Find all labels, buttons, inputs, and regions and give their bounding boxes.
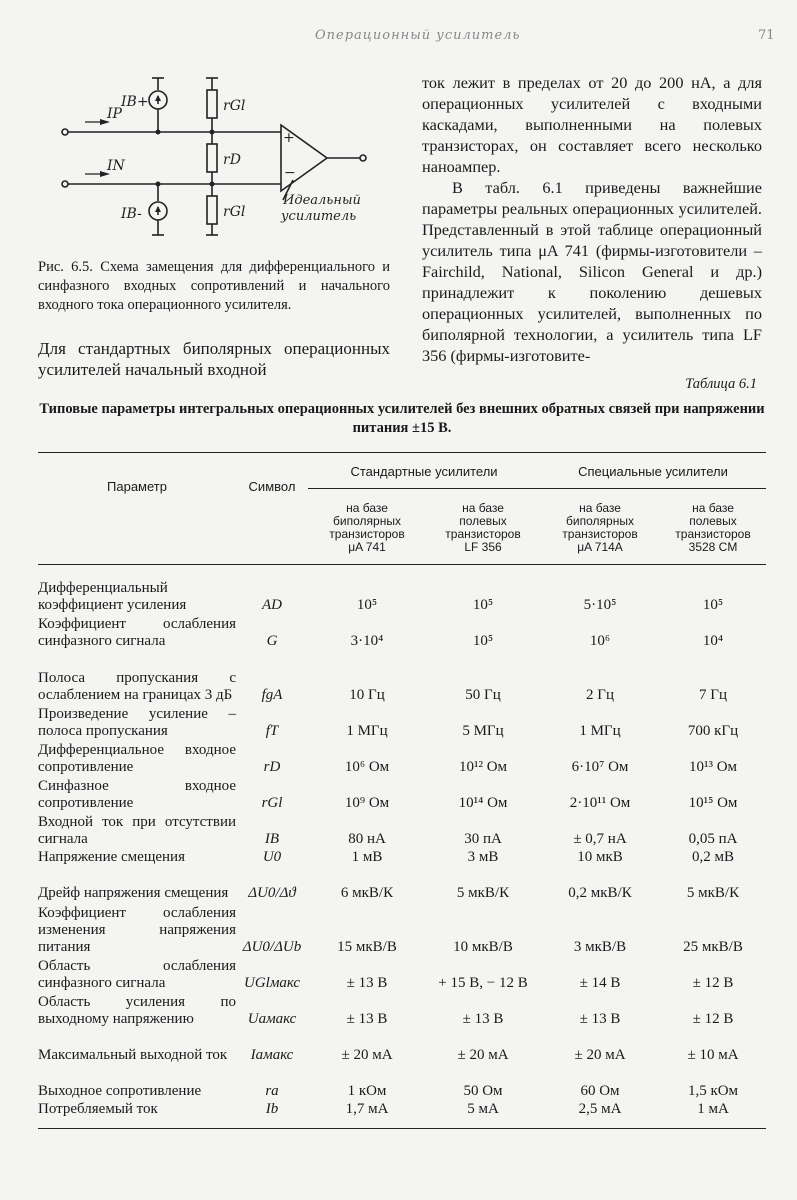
cell-3528cm: 10⁵: [702, 597, 724, 613]
cell-3528cm: 0,2 мВ: [692, 849, 734, 865]
cell-ua714a: 10 мкВ: [577, 849, 623, 865]
table-row: [38, 578, 766, 614]
running-title: Операционный усилитель: [315, 28, 521, 43]
table-row: [38, 992, 766, 1028]
table-row: [38, 956, 766, 992]
body-paragraph-1: ток лежит в пределах от 20 до 200 нА, а для операционных усилителей с входными каскадами, выполненными на полевых транзисторах, он составляет всего несколько наноампер.: [422, 73, 762, 176]
label-ib-minus: IB-: [121, 206, 142, 222]
header-sub-3528cm: на базе полевых транзисторов 3528 CM: [675, 501, 751, 554]
cell-lf356: 50 Ом: [463, 1083, 503, 1099]
label-ib-plus: IB+: [121, 94, 149, 110]
cell-parameter: Область усиления по выходному напряжению: [38, 994, 236, 1027]
cell-lf356: 10¹² Ом: [458, 759, 508, 775]
cell-symbol: IB: [264, 831, 280, 847]
cell-parameter: Дифференциальный коэффициент усиления: [38, 580, 187, 613]
header-symbol: Символ: [248, 479, 296, 494]
cell-ua741: ± 13 В: [346, 1011, 388, 1027]
cell-lf356: ± 13 В: [462, 1011, 504, 1027]
body-paragraph-2: В табл. 6.1 приведены важнейшие параметры реальных операционных усилителей. Представленный в этой таблице операционный усилитель типа μA 741 (фирмы-изготовители – Fairchild, National, Silicon General и др.) принадлежит к поколению дешевых операционных усилителей, выполненных по биполярной технологии, а усилитель типа LF 356 (фирмы-изготовите-: [422, 178, 762, 365]
cell-symbol: fgA: [261, 687, 283, 703]
cell-ua741: 80 нА: [348, 831, 386, 847]
table-header-rule: [38, 564, 766, 565]
table-group-rule: [308, 488, 766, 489]
header-special-group: Специальные усилители: [578, 464, 728, 479]
label-plus: +: [283, 130, 295, 146]
cell-parameter: Коэффициент ослабления изменения напряжения питания: [38, 905, 236, 955]
body-paragraph-left: Для стандартных биполярных операционных усилителей начальный входной: [38, 339, 390, 379]
cell-ua741: ± 20 мА: [341, 1047, 393, 1063]
cell-symbol: G: [266, 633, 278, 649]
cell-parameter: Потребляемый ток: [38, 1101, 158, 1117]
cell-symbol: Uaмакс: [247, 1011, 297, 1027]
cell-ua714a: ± 0,7 нА: [573, 831, 627, 847]
cell-ua714a: ± 13 В: [579, 1011, 621, 1027]
table-row: [38, 740, 766, 776]
cell-lf356: + 15 В, − 12 В: [438, 975, 528, 991]
cell-lf356: ± 20 мА: [457, 1047, 509, 1063]
cell-ua714a: 2 Гц: [586, 687, 614, 703]
cell-3528cm: 10¹⁵ Ом: [688, 795, 738, 811]
cell-lf356: 5 мА: [467, 1101, 499, 1117]
cell-ua741: 15 мкВ/В: [337, 939, 397, 955]
cell-symbol: U0: [262, 849, 282, 865]
cell-ua741: 1 мВ: [351, 849, 383, 865]
cell-3528cm: 700 кГц: [687, 723, 739, 739]
cell-3528cm: 25 мкВ/В: [683, 939, 743, 955]
cell-parameter: Входной ток при отсутствии сигнала: [38, 814, 236, 847]
cell-parameter: Дрейф напряжения смещения: [38, 885, 229, 901]
cell-ua714a: 2·10¹¹ Ом: [569, 795, 631, 811]
cell-3528cm: 10⁴: [702, 633, 724, 649]
cell-symbol: ra: [265, 1083, 279, 1099]
cell-parameter: Область ослабления синфазного сигнала: [38, 958, 236, 991]
cell-3528cm: 7 Гц: [699, 687, 727, 703]
label-rd: rD: [223, 152, 241, 168]
cell-lf356: 5 МГц: [462, 723, 504, 739]
cell-ua741: ± 13 В: [346, 975, 388, 991]
cell-symbol: Iaмакс: [250, 1047, 294, 1063]
cell-lf356: 10⁵: [472, 633, 494, 649]
label-ideal-1: Идеальный: [283, 193, 361, 208]
header-sub-lf356: на базе полевых транзисторов LF 356: [445, 501, 521, 554]
cell-lf356: 50 Гц: [465, 687, 501, 703]
cell-lf356: 5 мкВ/К: [456, 885, 510, 901]
cell-ua741: 10⁶ Ом: [344, 759, 390, 775]
cell-symbol: rD: [263, 759, 281, 775]
label-minus: −: [284, 165, 296, 181]
cell-ua714a: 2,5 мА: [578, 1101, 622, 1117]
cell-parameter: Выходное сопротивление: [38, 1083, 202, 1099]
cell-ua741: 10⁵: [356, 597, 378, 613]
cell-symbol: ΔU0/ΔUb: [242, 939, 302, 955]
parameters-table: [38, 578, 766, 1118]
table-bottom-rule: [38, 1128, 766, 1129]
cell-ua741: 6 мкВ/К: [340, 885, 394, 901]
cell-symbol: ΔU0/Δϑ: [248, 885, 296, 901]
table-row: [38, 848, 766, 866]
header-sub-ua741: на базе биполярных транзисторов μA 741: [329, 501, 405, 554]
cell-ua714a: 3 мкВ/В: [573, 939, 627, 955]
label-ip: IP: [107, 106, 122, 122]
cell-parameter: Максимальный выходной ток: [38, 1047, 228, 1063]
cell-3528cm: 1 мА: [697, 1101, 729, 1117]
cell-3528cm: 1,5 кОм: [687, 1083, 739, 1099]
cell-ua714a: 5·10⁵: [583, 597, 617, 613]
cell-symbol: AD: [262, 597, 282, 613]
table-row: [38, 1028, 766, 1064]
cell-parameter: Произведение усиление – полоса пропускания: [38, 706, 236, 739]
table-top-rule: [38, 452, 766, 453]
cell-ua741: 1,7 мА: [345, 1101, 389, 1117]
cell-parameter: Дифференциальное входное сопротивление: [38, 742, 236, 775]
cell-parameter: Полоса пропускания с ослаблением на границах 3 дБ: [38, 670, 236, 703]
cell-ua714a: ± 14 В: [579, 975, 621, 991]
table-row: [38, 704, 766, 740]
table-row: [38, 614, 766, 650]
cell-3528cm: 0,05 пА: [688, 831, 738, 847]
cell-ua714a: 0,2 мкВ/К: [568, 885, 632, 901]
terminal-n: [62, 181, 68, 187]
page-number: 71: [758, 28, 775, 43]
cell-symbol: UGlмакс: [243, 975, 300, 991]
cell-lf356: 10 мкВ/В: [453, 939, 513, 955]
label-ideal-2: усилитель: [281, 209, 357, 224]
cell-parameter: Коэффициент ослабления синфазного сигнала: [38, 616, 236, 649]
cell-ua741: 10 Гц: [349, 687, 385, 703]
table-row: [38, 776, 766, 812]
table-title: Типовые параметры интегральных операционных усилителей без внешних обратных связей при напряжении питания ±15 В.: [39, 401, 765, 436]
cell-symbol: rGl: [261, 795, 283, 811]
cell-3528cm: 10¹³ Ом: [688, 759, 738, 775]
cell-lf356: 10⁵: [472, 597, 494, 613]
label-in: IN: [107, 158, 125, 174]
table-row: [38, 1064, 766, 1100]
table-number: Таблица 6.1: [685, 376, 757, 392]
cell-symbol: fT: [265, 723, 279, 739]
cell-3528cm: ± 12 В: [692, 975, 734, 991]
table-row: [38, 812, 766, 848]
table-row: [38, 902, 766, 956]
header-standard-group: Стандартные усилители: [350, 464, 498, 479]
label-rgl-top: rGl: [223, 98, 246, 114]
cell-ua741: 3·10⁴: [350, 633, 384, 649]
cell-lf356: 30 пА: [464, 831, 502, 847]
cell-parameter: Напряжение смещения: [38, 849, 185, 865]
cell-parameter: Синфазное входное сопротивление: [38, 778, 236, 811]
cell-3528cm: ± 12 В: [692, 1011, 734, 1027]
page-header: [0, 28, 797, 48]
cell-lf356: 10¹⁴ Ом: [458, 795, 508, 811]
equivalent-circuit-diagram: [55, 70, 395, 255]
table-row: [38, 650, 766, 704]
header-parameter: Параметр: [107, 479, 167, 494]
cell-3528cm: 5 мкВ/К: [686, 885, 740, 901]
table-row: [38, 866, 766, 902]
cell-lf356: 3 мВ: [467, 849, 499, 865]
cell-ua741: 1 кОм: [347, 1083, 387, 1099]
cell-ua714a: 1 МГц: [579, 723, 621, 739]
cell-ua741: 1 МГц: [346, 723, 388, 739]
cell-symbol: Ib: [265, 1101, 279, 1117]
cell-ua741: 10⁹ Ом: [344, 795, 390, 811]
cell-3528cm: ± 10 мА: [687, 1047, 739, 1063]
header-sub-ua714a: на базе биполярных транзисторов μA 714A: [562, 501, 638, 554]
table-row: [38, 1100, 766, 1118]
terminal-p: [62, 129, 68, 135]
cell-ua714a: 6·10⁷ Ом: [571, 759, 629, 775]
body-column-right: [422, 72, 762, 366]
cell-ua714a: 60 Ом: [580, 1083, 620, 1099]
cell-ua714a: 10⁶: [589, 633, 611, 649]
cell-ua714a: ± 20 мА: [574, 1047, 626, 1063]
figure-caption: Рис. 6.5. Схема замещения для дифференциального и синфазного входных сопротивлений и начального входного тока операционного усилителя.: [38, 259, 390, 313]
label-rgl-bottom: rGl: [223, 204, 246, 220]
